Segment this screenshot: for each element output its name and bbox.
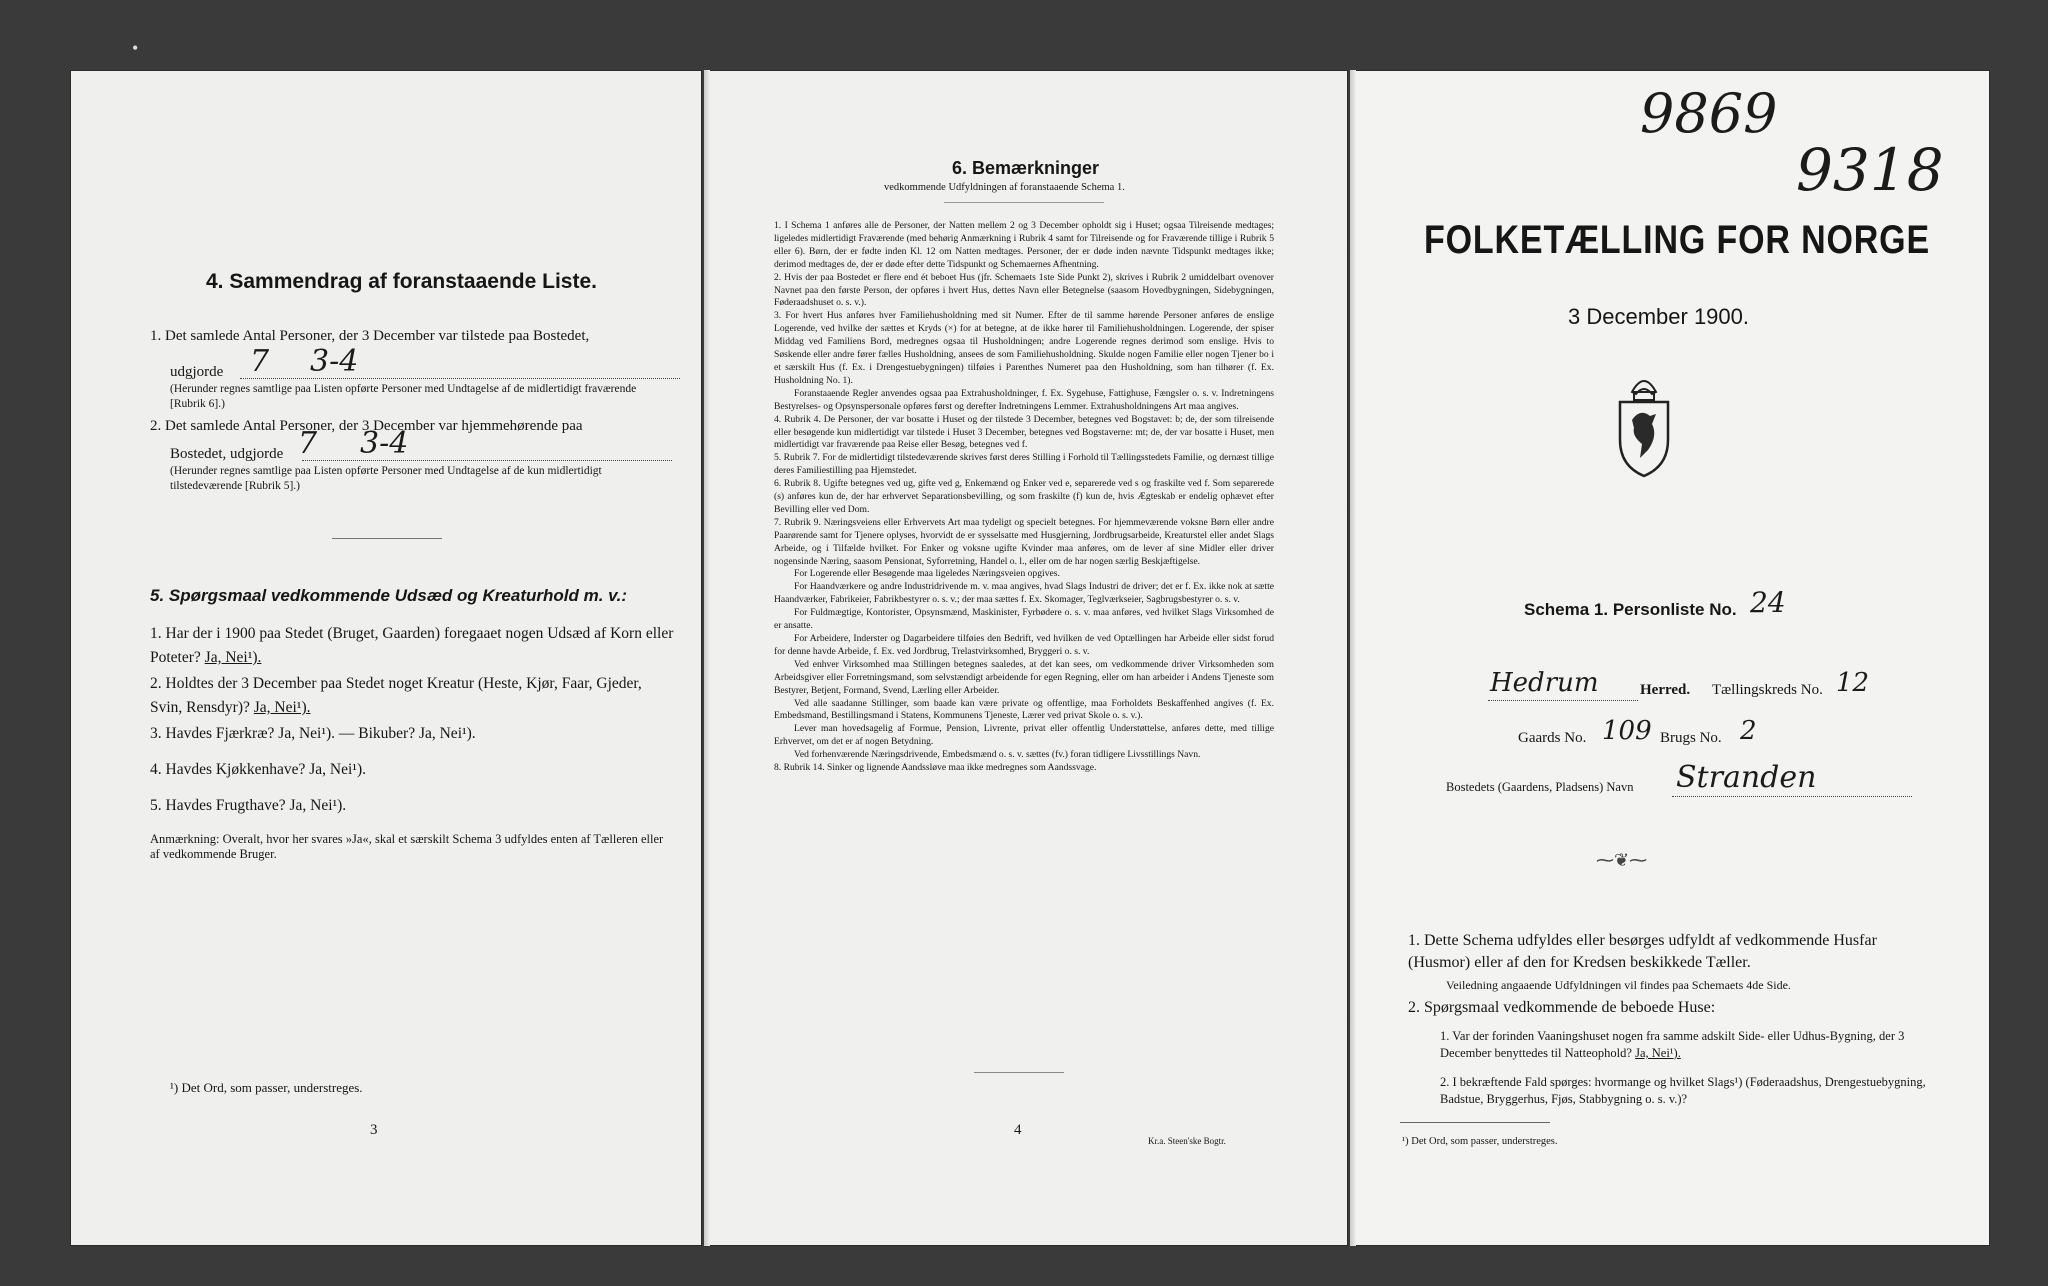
page-3 xyxy=(70,70,702,1246)
instruction-1-note: Veiledning angaaende Udfyldningen vil findes paa Schemaets 4de Side. xyxy=(1446,978,1791,992)
instruction-2: 2. Spørgsmaal vedkommende de beboede Huse: xyxy=(1408,999,1716,1016)
item2-text: 2. Det samlede Antal Personer, der 3 December var hjemmehørende paa xyxy=(150,418,583,434)
margin-mark: • xyxy=(132,38,139,58)
ornament: ⁓❦⁓ xyxy=(1596,850,1648,870)
item2-note: (Herunder regnes samtlige paa Listen opførte Personer med Undtagelse af de kun midlertidigt tilstedeværende [Rubrik 5].) xyxy=(170,465,602,492)
remark-item: For Fuldmægtige, Kontorister, Opsynsmænd, Maskinister, Fyrbødere o. s. v. maa anføres, ved hvilket Slags Virksomhed de er ansatte. xyxy=(774,607,1274,632)
remark-item: For Arbeidere, Inderster og Dagarbeidere tilføies den Bedrift, ved hvilken de ved Optællingen har Arbeide eller sidst forud for denne havde Arbeide, f. Ex. ved Jordbrug, Trelastvirksomhed, Bryggeri o. s. v. xyxy=(774,633,1274,657)
gaards-label: Gaards No. xyxy=(1518,730,1587,746)
remark-item: 8. Rubrik 14. Sinker og lignende Aandssløve maa ikke medregnes som Aandssvage. xyxy=(774,762,1097,774)
item2-value: 7 xyxy=(298,426,318,461)
remark-item: Ved enhver Virksomhed maa Stillingen betegnes saaledes, at det kan sees, om vedkommende driver Virksomheden som Arbeidsgiver eller Forretningsmand, som selvstændigt arbeidende for egen Regning, eller om han arbeider i Andens Tjeneste som Bestyrer, Betjent, Formand, Svend, Lærling eller Arbeider. xyxy=(774,658,1274,696)
instruction-2-q2: 2. I bekræftende Fald spørges: hvormange og hvilket Slags¹) (Føderaadshus, Drengestuebygning, Badstue, Bryggerhus, Fjøs, Stabbygning o. s. v.)? xyxy=(1440,1075,1926,1106)
remark-item: Ved alle saadanne Stillinger, som baade kan være private og offentlige, maa Forholdets Beskaffenhed angives (f. Ex. Embedsmand, Bestillingsmand i Statens, Kommunens Tjeneste, Lærer ved privat Skole o. s. v.). xyxy=(774,697,1274,722)
brugs-label: Brugs No. xyxy=(1660,730,1722,746)
remark-item: Lever man hovedsagelig af Formue, Pension, Livrente, privat eller offentlig Understøttelse, anføres dette, med tillige Erhvervet, om det er af nogen Betydning. xyxy=(774,723,1274,748)
item1-text: 1. Det samlede Antal Personer, der 3 December var tilstede paa Bostedet, xyxy=(150,328,590,344)
instruction-2-q1: 1. Var der forinden Vaaningshuset nogen fra samme adskilt Side- eller Udhus-Bygning, der 3 December benyttedes til Natteophold? Ja, Nei¹). xyxy=(1440,1029,1905,1060)
section5-title: 5. Spørgsmaal vedkommende Udsæd og Kreaturhold m. v.: xyxy=(150,586,628,605)
remark-item: 3. For hvert Hus anføres hver Familiehusholdning med sit Numer. Efter de til samme hørende Personer anføres de enslige Logerende, ved hvilke der sættes et Kryds (×) for at betegne, at de ikke hører til Familiehusholdningen. Logerende, der spiser Middag ved Familiens Bord, medregnes ogsaa til Husholdningen; andre Logerende regnes derimod som enslige. Hvis to Søskende eller andre fører fælles Husholdning, ansees de som Familiehusholdning. Skulde nogen Familie eller nogen Tjener bo i et særskilt Hus (f. Ex. i Drengestuebygningen) tilføies i Parenthes Numeret paa den Husholdning, som han tilhører (f. Ex. Husholdning No. 1). xyxy=(774,310,1274,386)
gaards-number: 109 xyxy=(1602,716,1652,746)
kreds-number: 12 xyxy=(1836,668,1870,698)
archive-number-1: 9869 xyxy=(1640,82,1778,145)
page-number: 3 xyxy=(370,1122,378,1138)
archive-number-2: 9318 xyxy=(1796,136,1944,204)
anmerkning: Anmærkning: Overalt, hvor her svares »Ja«, skal et særskilt Schema 3 udfyldes enten af Tælleren eller af vedkommende Bruger. xyxy=(150,832,664,861)
remark-item: 5. Rubrik 7. For de midlertidigt tilstedeværende skrives først deres Stilling i Forhold til Tællingsstedets Familie, og dernæst tillige deres Familiestilling paa Hjemstedet. xyxy=(774,452,1274,477)
q4: 4. Havdes Kjøkkenhave? Ja, Nei¹). xyxy=(150,761,366,778)
herred-hand: Hedrum xyxy=(1490,668,1599,698)
q1: 1. Har der i 1900 paa Stedet (Bruget, Gaarden) foregaaet nogen Udsæd af Korn eller Poteter? Ja, Nei¹). xyxy=(150,625,674,666)
printer-mark: Kr.a. Steen'ske Bogtr. xyxy=(1148,1136,1226,1146)
q2: 2. Holdtes der 3 December paa Stedet noget Kreatur (Heste, Kjør, Faar, Gjeder, Svin, Rensdyr)? Ja, Nei¹). xyxy=(150,675,642,716)
page4-title: 6. Bemærkninger xyxy=(952,158,1100,178)
remark-item: For Haandværkere og andre Industridrivende m. v. maa angives, hvad Slags Industri de driver; det er f. Ex. ikke nok at sætte Haandværker, Fabrikeier, Fabrikbestyrer o. s. v.; der maa sættes f. Ex. Skomager, Teglværkseier, Sagbrugsbestyrer o. s. v. xyxy=(774,581,1274,606)
remark-item: 1. I Schema 1 anføres alle de Personer, der Natten mellem 2 og 3 December opholdt sig i Huset; ogsaa Tilreisende medtages; ligeledes midlertidigt Fraværende (med behørig Anmærkning i Rubrik 4 samt for Tilreisende og for Fraværende tillige i Rubrik 5 eller 6). Børn, der er fødte inden Kl. 12 om Natten medtages. Personer, der er døde inden nævnte Tidspunkt medtages ikke; derimod medtages de, der er døde efter dette Tidspunkt og Schemaernes Afhentning. xyxy=(774,220,1274,270)
coat-of-arms-icon xyxy=(1612,370,1676,480)
remark-item: For Logerende eller Besøgende maa ligeledes Næringsveien opgives. xyxy=(794,568,1060,580)
remark-item: Foranstaaende Regler anvendes ogsaa paa Extrahusholdninger, f. Ex. Sygehuse, Fattighuse, Fængsler o. s. v. Indretningens Bestyrelses- og Opsynspersonale opføres først og derefter Indretningens Lemmer. Extrahusholdningens Art maa angives. xyxy=(774,387,1274,412)
census-title: FOLKETÆLLING FOR NORGE xyxy=(1424,218,1931,262)
remarks-list xyxy=(774,220,1274,775)
herred-label: Herred. xyxy=(1640,682,1691,698)
remark-item: 2. Hvis der paa Bostedet er flere end ét beboet Hus (jfr. Schemaets 1ste Side Punkt 2), skrives i Rubrik 2 umiddelbart ovenover Navnet paa den første Person, der opføres i hvert Hus, dettes Navn eller Betegnelse (saasom Hovedbygningen, Sidebygningen, Føderaadshuset o. s. v.). xyxy=(774,271,1274,309)
remark-item: Ved forhenværende Næringsdrivende, Embedsmænd o. s. v. sættes (fv.) foran tidligere Livsstillings Navn. xyxy=(794,749,1201,761)
remark-item: 4. Rubrik 4. De Personer, der var bosatte i Huset og der tilstede 3 December, betegnes ved Bogstavet: b; de, der som tilreisende eller besøgende kun midlertidigt var tilstede i Huset 3 December, betegnes ved Bogstaverne: mt; de, der var bosatte i Huset, men midlertidigt var fraværende paa Reise eller Besøg, betegnes ved f. xyxy=(774,413,1274,451)
q5: 5. Havdes Frugthave? Ja, Nei¹). xyxy=(150,797,347,814)
q3: 3. Havdes Fjærkræ? Ja, Nei¹). — Bikuber? Ja, Nei¹). xyxy=(150,725,476,742)
q2-answer: Ja, Nei¹). xyxy=(253,699,311,716)
item1-value: 7 xyxy=(250,344,270,379)
q1-answer: Ja, Nei¹). xyxy=(1635,1046,1681,1060)
page-4 xyxy=(704,70,1348,1246)
section4-title: 4. Sammendrag af foranstaaende Liste. xyxy=(206,270,597,293)
item1-prefix: udgjorde xyxy=(170,364,224,380)
page4-subtitle: vedkommende Udfyldningen af foranstaaende Schema 1. xyxy=(884,182,1125,193)
item2-prefix: Bostedet, udgjorde xyxy=(170,446,284,462)
brugs-number: 2 xyxy=(1740,716,1757,746)
page-number: 4 xyxy=(1014,1122,1022,1138)
census-date: 3 December 1900. xyxy=(1568,304,1749,329)
bosted-label: Bostedets (Gaardens, Pladsens) Navn xyxy=(1446,780,1634,794)
item1-hand: 3-4 xyxy=(310,344,359,379)
kreds-label: Tællingskreds No. xyxy=(1712,682,1823,698)
schema-number: 24 xyxy=(1750,586,1786,619)
schema-label: Schema 1. Personliste No. xyxy=(1524,600,1737,619)
footnote: ¹) Det Ord, som passer, understreges. xyxy=(1402,1136,1558,1147)
item1-note: (Herunder regnes samtlige paa Listen opførte Personer med Undtagelse af de midlertidigt fraværende [Rubrik 6].) xyxy=(170,383,637,410)
remark-item: 6. Rubrik 8. Ugifte betegnes ved ug, gifte ved g, Enkemænd og Enker ved e, separerede ved s og fraskilte ved f. Som separerede (s) anføres kun de, der har erhvervet Separationsbevilling, og som fraskilte (f) kun de, hvis Ægteskab er endelig ophævet efter Bevilling eller ved Dom. xyxy=(774,478,1274,515)
item2-hand: 3-4 xyxy=(360,426,409,461)
footnote: ¹) Det Ord, som passer, understreges. xyxy=(170,1080,363,1095)
q1-answer: Ja, Nei¹). xyxy=(204,649,262,666)
remark-item: 7. Rubrik 9. Næringsveiens eller Erhvervets Art maa tydeligt og specielt betegnes. For hjemmeværende voksne Børn eller andre Paarørende samt for Tjenere oplyses, hvorvidt de er sysselsatte med Husgjerning, Jordbrugsarbeide, Kreaturstel eller andet Slags Arbeide, og i Tilfælde hvilket. For Enker og voksne ugifte Kvinder maa anføres, om de lever af sine Midler eller driver nogensinde Næring, saasom Pensionat, Syforretning, Handel o. l., eller om de har nogen særlig Beskjæftigelse. xyxy=(774,516,1274,567)
page-1 xyxy=(1350,70,1990,1246)
bosted-hand: Stranden xyxy=(1676,760,1817,795)
instruction-1: 1. Dette Schema udfyldes eller besørges udfyldt af vedkommende Husfar (Husmor) eller af den for Kredsen beskikkede Tæller. xyxy=(1408,932,1877,971)
